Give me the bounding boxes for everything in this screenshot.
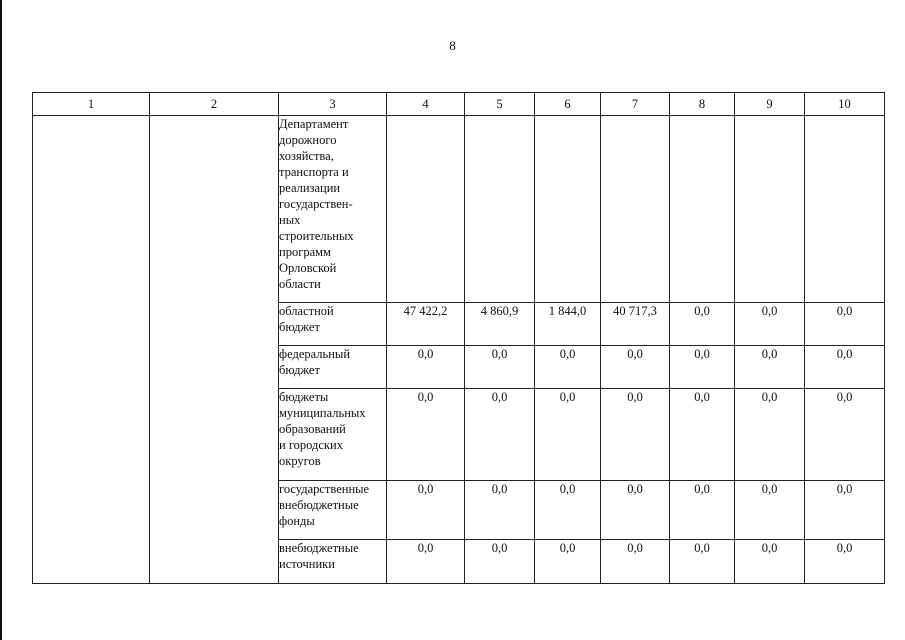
row-label-cell (279, 389, 387, 481)
value-cell: 0,0 (465, 346, 535, 389)
value-cell: 0,0 (535, 389, 601, 481)
department-line: государствен- (279, 197, 353, 211)
page-edge-line (0, 0, 2, 640)
row-label-line: бюджет (279, 363, 320, 377)
value-cell: 0,0 (535, 481, 601, 540)
department-line: хозяйства, (279, 149, 334, 163)
department-line: реализации (279, 181, 341, 195)
value-cell: 0,0 (465, 389, 535, 481)
value-cell: 0,0 (735, 346, 805, 389)
department-row (33, 116, 885, 303)
row-label-line: фонды (279, 514, 315, 528)
row-label-cell (279, 303, 387, 346)
value-cell: 0,0 (387, 346, 465, 389)
row-label-cell (279, 481, 387, 540)
row-label-line: внебюджетные (279, 541, 359, 555)
department-line: Орловской (279, 261, 337, 275)
value-cell: 47 422,2 (387, 303, 465, 346)
empty-cell (735, 116, 805, 303)
value-cell: 0,0 (387, 481, 465, 540)
value-cell: 0,0 (670, 540, 735, 584)
value-cell: 0,0 (601, 346, 670, 389)
page-number: 8 (449, 38, 456, 53)
department-line: дорожного (279, 133, 337, 147)
row-label-line: бюджеты (279, 390, 329, 404)
value-cell: 0,0 (805, 346, 885, 389)
col-header-1: 1 (33, 93, 150, 116)
value-cell: 0,0 (387, 540, 465, 584)
header-row (33, 93, 885, 116)
value-cell: 0,0 (670, 481, 735, 540)
col-header-9: 9 (735, 93, 805, 116)
col-header-7: 7 (601, 93, 670, 116)
department-line: Департамент (279, 117, 349, 131)
row-label-line: государственные (279, 482, 370, 496)
value-cell: 0,0 (601, 389, 670, 481)
department-line: строительных (279, 229, 354, 243)
department-line: программ (279, 245, 331, 259)
col-header-2: 2 (150, 93, 279, 116)
row-label-line: бюджет (279, 320, 320, 334)
value-cell: 0,0 (805, 481, 885, 540)
department-line: транспорта и (279, 165, 349, 179)
value-cell: 40 717,3 (601, 303, 670, 346)
row-label-line: источники (279, 557, 335, 571)
col-header-6: 6 (535, 93, 601, 116)
value-cell: 0,0 (670, 346, 735, 389)
col2-merged-cell (150, 116, 279, 584)
empty-cell (387, 116, 465, 303)
empty-cell (805, 116, 885, 303)
col-header-8: 8 (670, 93, 735, 116)
value-cell: 0,0 (735, 540, 805, 584)
row-label-line: муниципальных (279, 406, 366, 420)
value-cell: 0,0 (465, 540, 535, 584)
value-cell: 0,0 (735, 303, 805, 346)
value-cell: 1 844,0 (535, 303, 601, 346)
empty-cell (535, 116, 601, 303)
empty-cell (601, 116, 670, 303)
value-cell: 0,0 (535, 540, 601, 584)
value-cell: 0,0 (735, 481, 805, 540)
empty-cell (670, 116, 735, 303)
col-header-10: 10 (805, 93, 885, 116)
row-label-line: внебюджетные (279, 498, 359, 512)
empty-cell (465, 116, 535, 303)
budget-table (32, 92, 885, 584)
value-cell: 0,0 (735, 389, 805, 481)
row-label-line: образований (279, 422, 346, 436)
value-cell: 0,0 (805, 389, 885, 481)
col-header-4: 4 (387, 93, 465, 116)
value-cell: 0,0 (601, 540, 670, 584)
value-cell: 0,0 (805, 540, 885, 584)
value-cell: 0,0 (535, 346, 601, 389)
value-cell: 0,0 (465, 481, 535, 540)
row-label-cell (279, 346, 387, 389)
col-header-3: 3 (279, 93, 387, 116)
department-line: области (279, 277, 321, 291)
col1-merged-cell (33, 116, 150, 584)
department-line: ных (279, 213, 301, 227)
row-label-line: областной (279, 304, 334, 318)
value-cell: 0,0 (601, 481, 670, 540)
row-label-line: округов (279, 454, 321, 468)
row-label-line: федеральный (279, 347, 351, 361)
value-cell: 4 860,9 (465, 303, 535, 346)
col-header-5: 5 (465, 93, 535, 116)
value-cell: 0,0 (387, 389, 465, 481)
department-name-cell (279, 116, 387, 303)
row-label-cell (279, 540, 387, 584)
row-label-line: и городских (279, 438, 343, 452)
value-cell: 0,0 (670, 303, 735, 346)
value-cell: 0,0 (670, 389, 735, 481)
value-cell: 0,0 (805, 303, 885, 346)
